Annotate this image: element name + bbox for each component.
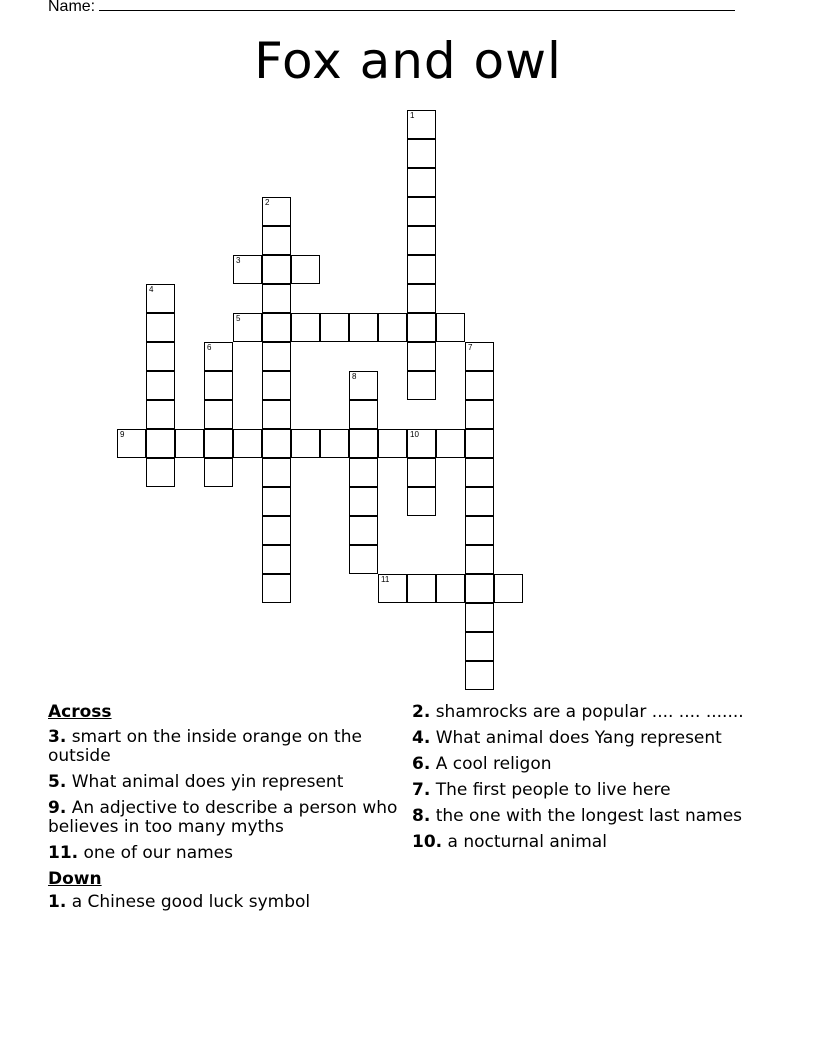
- grid-cell[interactable]: [465, 458, 494, 487]
- grid-cell[interactable]: [465, 487, 494, 516]
- cell-number: 10: [410, 430, 419, 439]
- grid-cell[interactable]: [204, 400, 233, 429]
- grid-cell[interactable]: [465, 342, 494, 371]
- grid-cell[interactable]: [262, 342, 291, 371]
- grid-cell[interactable]: [320, 429, 349, 458]
- grid-cell[interactable]: [407, 574, 436, 603]
- down-heading: Down: [48, 869, 102, 889]
- grid-cell[interactable]: [262, 255, 291, 284]
- grid-cell[interactable]: [349, 371, 378, 400]
- grid-cell[interactable]: [146, 371, 175, 400]
- cell-number: 7: [468, 343, 473, 352]
- cell-number: 2: [265, 198, 270, 207]
- grid-cell[interactable]: [436, 313, 465, 342]
- cell-number: 3: [236, 256, 241, 265]
- clue-across-3: 3. smart on the inside orange on the outside: [48, 727, 362, 766]
- clue-down-7: 7. The first people to live here: [412, 780, 671, 800]
- across-heading: Across: [48, 702, 112, 722]
- grid-cell[interactable]: [262, 545, 291, 574]
- grid-cell[interactable]: [262, 400, 291, 429]
- grid-cell[interactable]: [436, 574, 465, 603]
- clue-down-2: 2. shamrocks are a popular .... .... .......: [412, 702, 744, 722]
- grid-cell[interactable]: [204, 342, 233, 371]
- grid-cell[interactable]: [117, 429, 146, 458]
- grid-cell[interactable]: [349, 458, 378, 487]
- grid-cell[interactable]: [320, 313, 349, 342]
- grid-cell[interactable]: [378, 574, 407, 603]
- grid-cell[interactable]: [262, 313, 291, 342]
- clue-across-9: 9. An adjective to describe a person who believes in too many myths: [48, 798, 398, 837]
- grid-cell[interactable]: [146, 342, 175, 371]
- grid-cell[interactable]: [233, 313, 262, 342]
- grid-cell[interactable]: [204, 458, 233, 487]
- clue-down-6: 6. A cool religon: [412, 754, 552, 774]
- clue-down-4: 4. What animal does Yang represent: [412, 728, 722, 748]
- clue-across-5: 5. What animal does yin represent: [48, 772, 344, 792]
- cell-number: 4: [149, 285, 154, 294]
- grid-cell[interactable]: [146, 429, 175, 458]
- cell-number: 5: [236, 314, 241, 323]
- grid-cell[interactable]: [465, 545, 494, 574]
- grid-cell[interactable]: [204, 429, 233, 458]
- name-label: Name:: [48, 0, 96, 15]
- grid-cell[interactable]: [407, 487, 436, 516]
- grid-cell[interactable]: [262, 487, 291, 516]
- grid-cell[interactable]: [407, 342, 436, 371]
- grid-cell[interactable]: [407, 110, 436, 139]
- grid-cell[interactable]: [407, 371, 436, 400]
- grid-cell[interactable]: [175, 429, 204, 458]
- grid-cell[interactable]: [349, 487, 378, 516]
- grid-cell[interactable]: [378, 429, 407, 458]
- grid-cell[interactable]: [262, 284, 291, 313]
- grid-cell[interactable]: [465, 400, 494, 429]
- grid-cell[interactable]: [262, 371, 291, 400]
- clue-down-8: 8. the one with the longest last names: [412, 806, 743, 826]
- grid-cell[interactable]: [407, 168, 436, 197]
- grid-cell[interactable]: [262, 429, 291, 458]
- grid-cell[interactable]: [233, 429, 262, 458]
- grid-cell[interactable]: [407, 255, 436, 284]
- grid-cell[interactable]: [146, 284, 175, 313]
- grid-cell[interactable]: [465, 603, 494, 632]
- grid-cell[interactable]: [146, 400, 175, 429]
- cell-number: 11: [381, 575, 390, 584]
- clue-down-1: 1. a Chinese good luck symbol: [48, 892, 311, 912]
- grid-cell[interactable]: [407, 226, 436, 255]
- grid-cell[interactable]: [349, 400, 378, 429]
- grid-cell[interactable]: [349, 313, 378, 342]
- grid-cell[interactable]: [407, 313, 436, 342]
- grid-cell[interactable]: [262, 458, 291, 487]
- grid-cell[interactable]: [233, 255, 262, 284]
- grid-cell[interactable]: [262, 516, 291, 545]
- clue-down-10: 10. a nocturnal animal: [412, 832, 607, 852]
- clue-across-11: 11. one of our names: [48, 843, 233, 863]
- grid-cell[interactable]: [465, 371, 494, 400]
- grid-cell[interactable]: [465, 429, 494, 458]
- grid-cell[interactable]: [436, 429, 465, 458]
- clues-right-column: [412, 703, 772, 859]
- grid-cell[interactable]: [146, 458, 175, 487]
- grid-cell[interactable]: [262, 574, 291, 603]
- grid-cell[interactable]: [407, 429, 436, 458]
- cell-number: 8: [352, 372, 357, 381]
- grid-cell[interactable]: [291, 313, 320, 342]
- cell-number: 9: [120, 430, 125, 439]
- grid-cell[interactable]: [407, 458, 436, 487]
- grid-cell[interactable]: [465, 661, 494, 690]
- grid-cell[interactable]: [291, 255, 320, 284]
- grid-cell[interactable]: [349, 429, 378, 458]
- grid-cell[interactable]: [378, 313, 407, 342]
- grid-cell[interactable]: [465, 574, 494, 603]
- grid-cell[interactable]: [349, 545, 378, 574]
- grid-cell[interactable]: [262, 197, 291, 226]
- grid-cell[interactable]: [349, 516, 378, 545]
- grid-cell[interactable]: [407, 197, 436, 226]
- grid-cell[interactable]: [465, 516, 494, 545]
- puzzle-title: Fox and owl: [254, 32, 562, 90]
- grid-cell[interactable]: [407, 284, 436, 313]
- cell-number: 6: [207, 343, 212, 352]
- grid-cell[interactable]: [146, 313, 175, 342]
- grid-cell[interactable]: [465, 632, 494, 661]
- grid-cell[interactable]: [204, 371, 233, 400]
- grid-cell[interactable]: [262, 226, 291, 255]
- grid-cell[interactable]: [407, 139, 436, 168]
- grid-cell[interactable]: [494, 574, 523, 603]
- cell-number: 1: [410, 111, 415, 120]
- grid-cell[interactable]: [291, 429, 320, 458]
- clues-left-column: [48, 703, 408, 919]
